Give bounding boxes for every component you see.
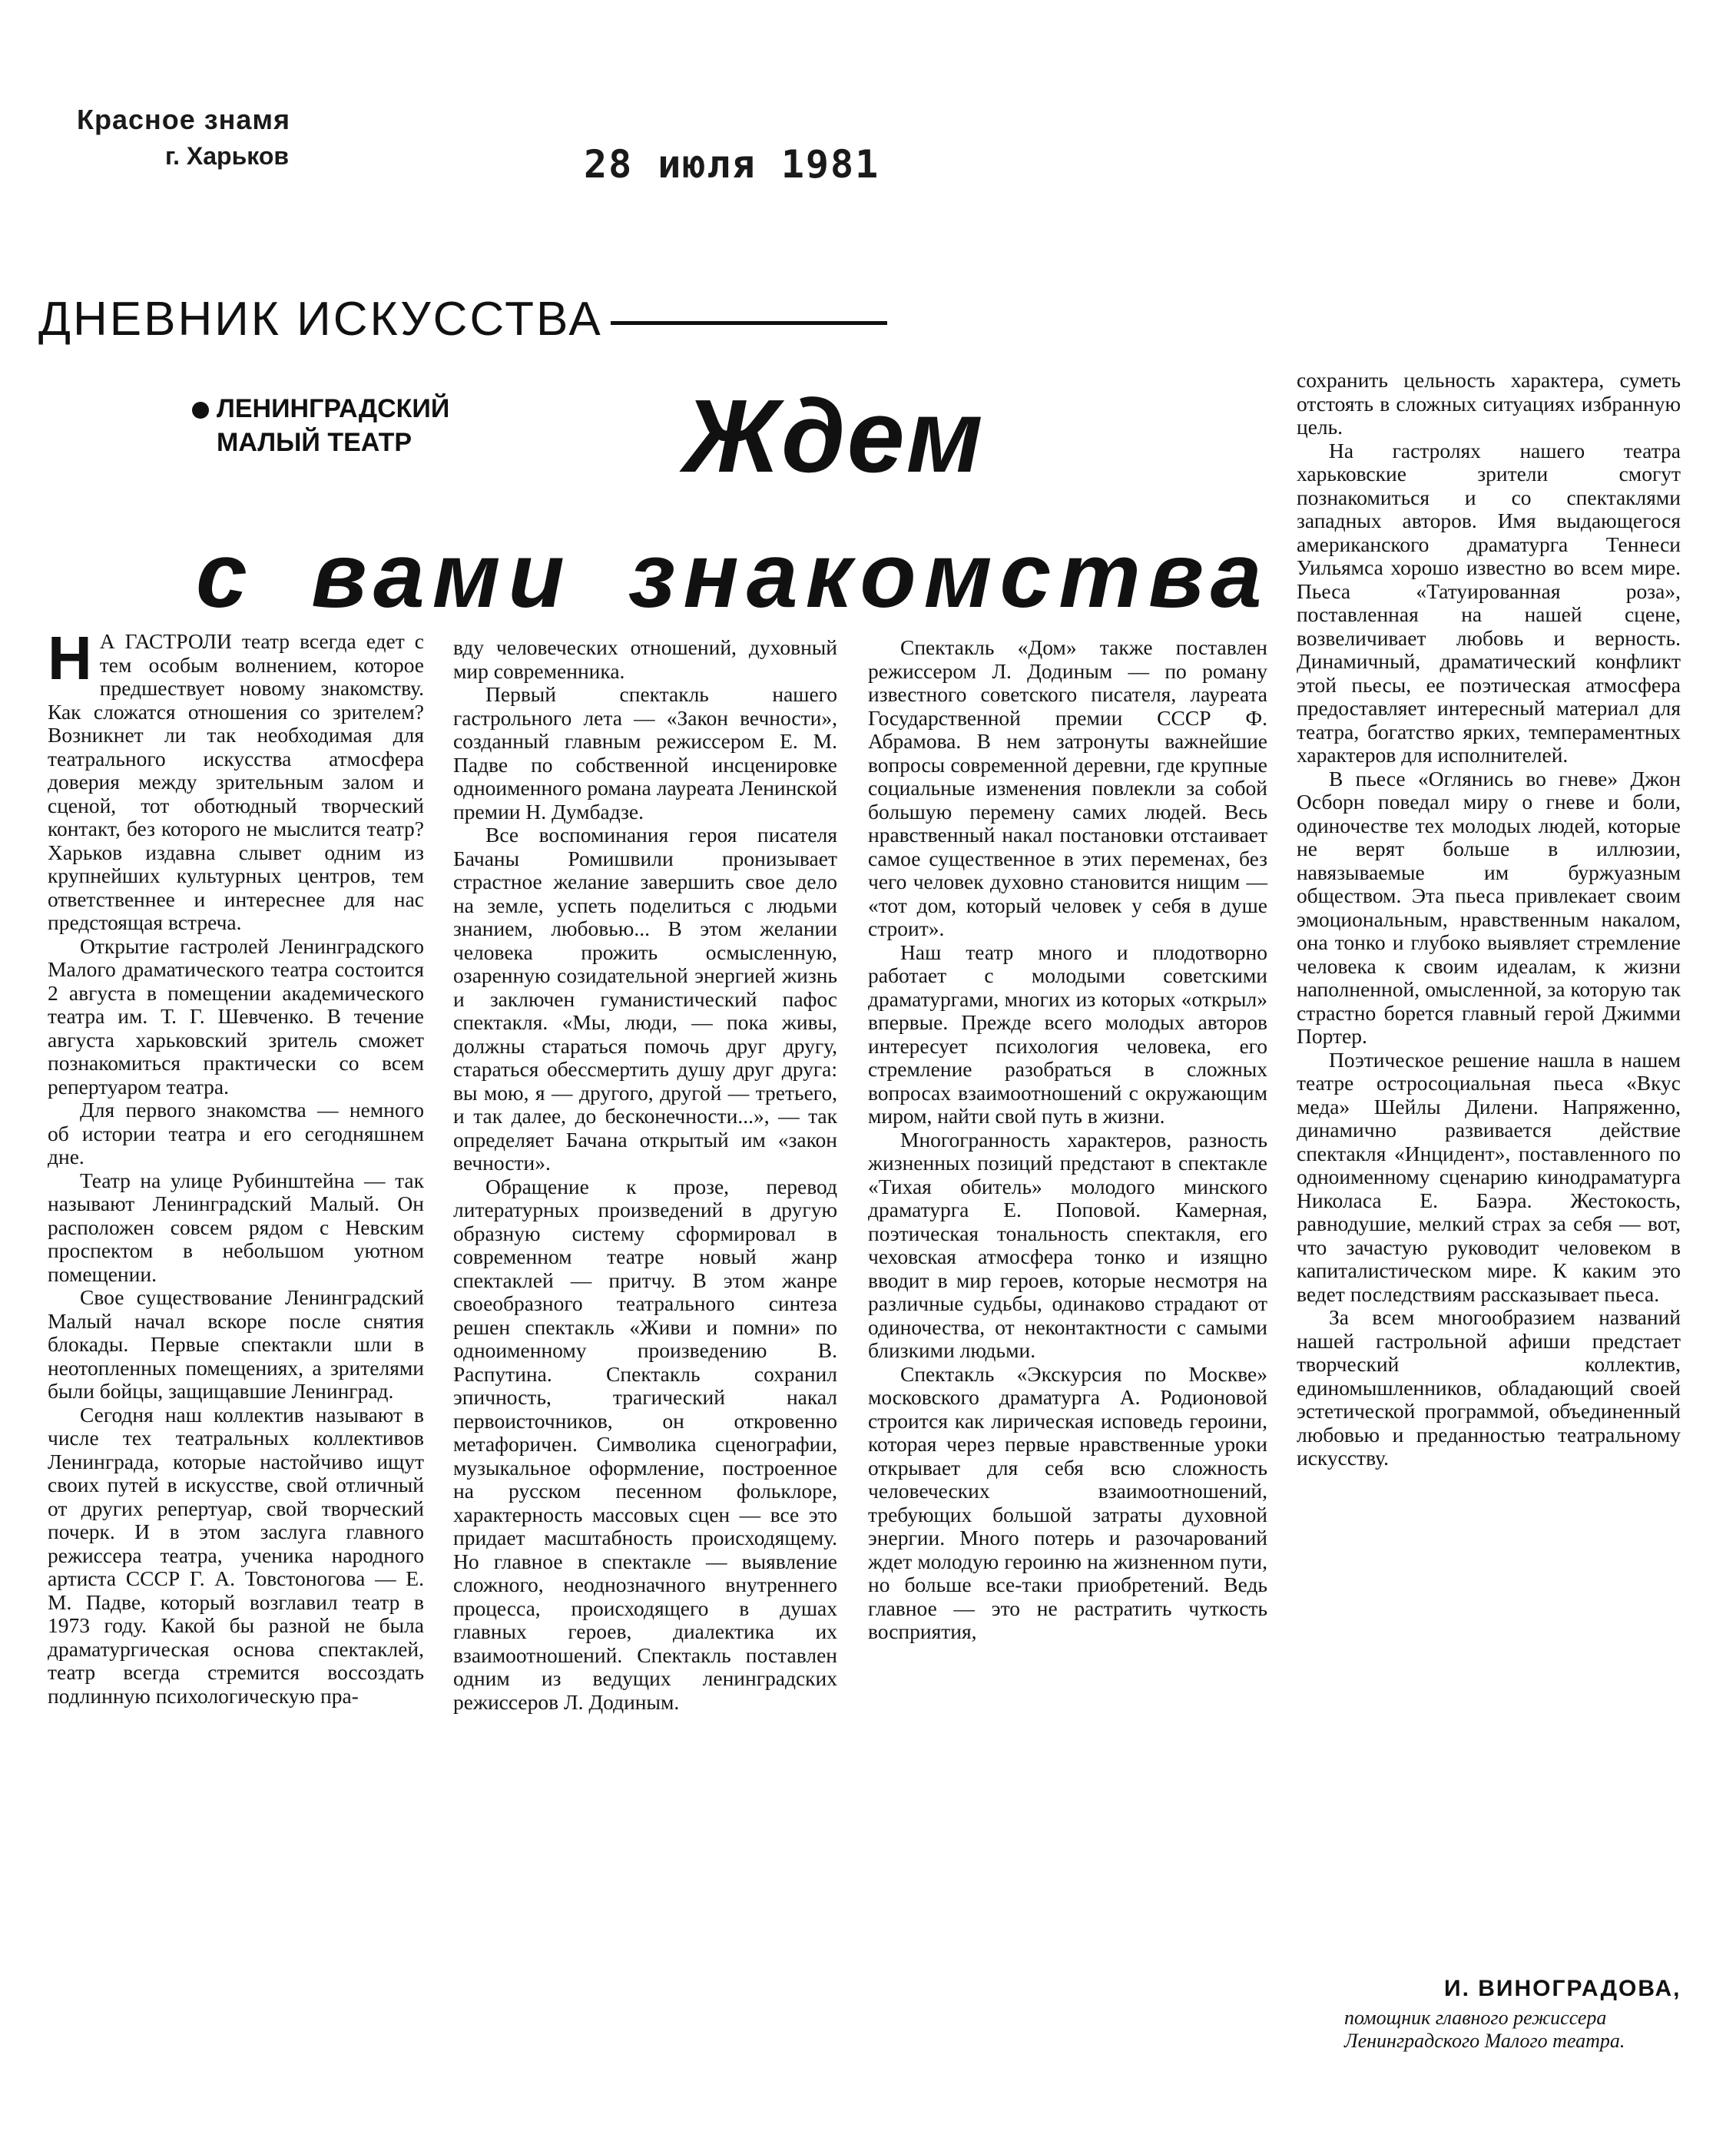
author-name: И. ВИНОГРАДОВА, [1444, 1976, 1681, 2001]
paragraph: Поэтическое решение нашла в нашем театре остросоциальная пьеса «Вкус меда» Шейлы Дилени. Напряженно, динамично развивается действие спектакля «Инцидент», поставленного по одноименному сценарию кинодраматурга Николаса Е. Баэра. Жестокость, равнодушие, мелкий страх за себя — вот, что зачастую руководит человеком в капиталистическом мире. К каким это ведет последствиям рассказывает пьеса. [1297, 1047, 1681, 1306]
article-column-4 [1297, 369, 1681, 1470]
paragraph: Для первого знакомства — немного об истории театра и его сегодняшнем дне. [48, 1098, 424, 1168]
paragraph: Свое существование Ленинградский Малый начал вскоре после снятия блокады. Первые спектакли шли в неотопленных помещениях, а зрителями были бойцы, защищавшие Ленинград. [48, 1285, 424, 1403]
bullet-icon [192, 402, 209, 419]
rubric-title: ДНЕВНИК ИСКУССТВА [38, 293, 603, 346]
article-column-2 [453, 636, 837, 1714]
paragraph: сохранить цельность характера, суметь отстоять в сложных ситуациях избранную цель. [1297, 368, 1681, 439]
publication-date: 28 июля 1981 [584, 142, 880, 187]
headline-line2: с вами знакомства [196, 524, 1270, 627]
headline-line1: Ждем [684, 378, 985, 494]
paragraph: Театр на улице Рубинштейна — так называют Ленинградский Малый. Он расположен совсем рядом с Невским проспектом в небольшом уютном помещении. [48, 1168, 424, 1286]
theatre-label-line1: ЛЕНИНГРАДСКИЙ [217, 394, 450, 423]
paragraph: Первый спектакль нашего гастрольного лета — «Закон вечности», созданный главным режиссером Е. М. Падве по собственной инсценировке одноименного романа лауреата Ленинской премии Н. Думбадзе. [453, 682, 837, 824]
paragraph: Спектакль «Экскурсия по Москве» московского драматурга А. Родионовой строится как лирическая исповедь героини, которая через первые нравственные уроки открывает для себя всю сложность человеческих взаимоотношений, требующих большой затраты духовной энергии. Много потерь и разочарований ждет молодую героиню на жизненном пути, но больше все-таки приобретений. Ведь главное — это не растратить чуткость восприятия, [868, 1361, 1267, 1643]
author-role: помощник главного режиссера Ленинградского Малого театра. [1344, 2007, 1625, 2052]
paragraph: В пьесе «Оглянись во гневе» Джон Осборн поведал миру о гневе и боли, одиночестве тех молодых людей, которые не верят больше в иллюзии, навязываемые им буржуазным обществом. Эта пьеса привлекает своим эмоциональным, нравственным накалом, она тонко и глубоко выявляет стремление человека к своим идеалам, к жизни наполненной, омысленной, за которую так страстно борется главный герой Джимми Портер. [1297, 766, 1681, 1048]
paragraph: вду человеческих отношений, духовный мир современника. [453, 635, 837, 683]
theatre-label [192, 392, 449, 459]
newspaper-city: г. Харьков [165, 142, 290, 170]
paragraph: Многогранность характеров, разность жизненных позиций предстают в спектакле «Тихая обитель» молодого минского драматурга Е. Поповой. Камерная, поэтическая тональность спектакля, его чеховская атмосфера тонко и изящно вводит в мир героев, которые несмотря на различные судьбы, одинаково страдают от одиночества, от неконтактности с самыми близкими людьми. [868, 1127, 1267, 1362]
paragraph: Все воспоминания героя писателя Бачаны Ромишвили пронизывает страстное желание завершить свое дело на земле, успеть поделиться с людьми знанием, любовью... В этом желании человека прожить осмысленную, озаренную созидательной энергией жизнь и заключен гуманистический пафос спектакля. «Мы, люди, — пока живы, должны стараться помочь друг другу, стараться обессмертить душу друг друга: вы мою, я — другого, другой — третьего, и так далее, до бесконечности...», — так определяет Бачана открытый им «закон вечности». [453, 823, 837, 1175]
paragraph: Обращение к прозе, перевод литературных произведений в другую образную систему сформировал в современном театре новый жанр спектаклей — притчу. В этом жанре своеобразного театрального синтеза решен спектакль «Живи и помни» по одноименному произведению В. Распутина. Спектакль сохранил эпичность, трагический накал первоисточников, он откровенно метафоричен. Символика сценографии, музыкальное оформление, построенное на русском песенном фольклоре, характерность массовых сцен — все это придает масштабность происходящему. Но главное в спектакле — выявление сложного, неоднозначного внутреннего процесса, происходящего в душах главных героев, диалектика их взаимоотношений. Спектакль поставлен одним из ведущих ленинградских режиссеров Л. Додиным. [453, 1174, 837, 1714]
paragraph: Н А ГАСТРОЛИ театр всегда едет с тем особым волнением, которое предшествует новому знакомству. Как сложатся отношения со зрителем? Возникнет ли так необходимая для театрального искусства атмосфера доверия между зрительным залом и сценой, тот оботюдный творческий контакт, без которого не мыслится театр? Харьков издавна слывет одним из крупнейших культурных центров, тем ответственнее и интереснее для нас предстоящая встреча. [48, 624, 424, 934]
article-column-3 [868, 636, 1267, 1644]
paragraph: На гастролях нашего театра харьковские зрители смогут познакомиться и со спектаклями западных авторов. Имя выдающегося американского драматурга Теннеси Уильямса хорошо известно во всем мире. Пьеса «Татуированная роза», поставленная на нашей сцене, возвеличивает любовь и верность. Динамичный, драматический конфликт этой пьесы, ее поэтическая атмосфера предоставляет интересный материал для театра, богатство ярких, темпераментных характеров для исполнителей. [1297, 438, 1681, 767]
paragraph: Наш театр много и плодотворно работает с молодыми советскими драматургами, многих из которых «открыл» впервые. Прежде всего молодых авторов интересует психология человека, его стремление разобраться в сложных вопросах взаимоотношений с окружающим миром, найти свой путь в жизни. [868, 940, 1267, 1128]
paragraph: За всем многообразием названий нашей гастрольной афиши предстает творческий коллектив, единомышленников, обладающий своей эстетической программой, объединенный любовью и преданностью театральному искусству. [1297, 1305, 1681, 1470]
paragraph: Спектакль «Дом» также поставлен режиссером Л. Додиным — по роману известного советского писателя, лауреата Государственной премии СССР Ф. Абрамова. В нем затронуты важнейшие вопросы современной деревни, где крупные социальные изменения повлекли за собой большую перемену самих людей. Весь нравственный накал постановки отстаивает самое существенное в этих переменах, без чего человек духовно становится нищим — «тот дом, который человек у себя в душе строит». [868, 635, 1267, 940]
article-column-1 [48, 624, 424, 1708]
rubric-rule [611, 321, 887, 325]
drop-cap: Н [48, 624, 92, 692]
paragraph: Открытие гастролей Ленинградского Малого драматического театра состоится 2 августа в помещении академического театра им. Т. Г. Шевченко. В течение августа харьковский зритель сможет познакомиться практически со всем репертуаром театра. [48, 933, 424, 1099]
newspaper-name: Красное знамя [77, 104, 291, 135]
paragraph: Сегодня наш коллектив называют в числе тех театральных коллективов Ленинграда, которые настойчиво ищут своих путей в искусстве, свой отличный от других репертуар, свой творческий почерк. И в этом заслуга главного режиссера театра, ученика народного артиста СССР Г. А. Товстоногова — Е. М. Падве, который возглавил театр в 1973 году. Какой бы разной не была драматургическая основа спектаклей, театр всегда стремится воссоздать подлинную психологическую пра- [48, 1402, 424, 1708]
theatre-label-line2: МАЛЫЙ ТЕАТР [217, 428, 412, 457]
